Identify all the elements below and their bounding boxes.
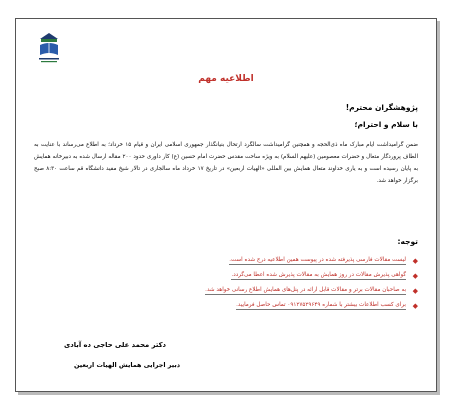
notice-title: اطلاعیه مهم xyxy=(198,74,254,84)
announcement-paragraph: ضمن گرامیداشت ایام مبارک ماه ذی‌الحجه و همچنین گرامیداشت سالگرد ارتحال بنیانگذار جمهوری اسلامی ایران و قیام ۱۵ خرداد؛ به اطلاع می‌رساند با عنایت به الطاف پروردگار متعال و حضرات معصومین (علیهم السلام) به ویژه ساحت مقدس حضرت امام حسین (ع) کار داوری حدود ۲۰۰ مقاله ارسال شده به دبیرخانه همایش به پایان رسیده است و به یاری خداوند متعال همایش بین المللی «الهیات اربعین» در تاریخ ۱۷ خرداد ماه سالجاری در تالار شیخ مفید دانشگاه قم ساعت ۸:۳۰ صبح برگزار خواهد شد. xyxy=(34,142,419,184)
greeting-salutation: با سلام و احترام؛ xyxy=(354,120,418,129)
bullet-icon: ◆ xyxy=(412,287,418,295)
bullet-icon: ◆ xyxy=(412,257,418,265)
list-item: ◆ گواهی پذیرش مقالات در روز همایش به مقالات پذیرش شده اعطا می‌گردد. xyxy=(231,272,418,280)
list-item: ◆ به صاحبان مقالات برتر و مقالات قابل ارائه در پنل‌های همایش اطلاع رسانی خواهد شد. xyxy=(205,287,418,295)
signature-role: دبیر اجرایی همایش الهیات اربعین xyxy=(74,361,181,369)
bullet-icon: ◆ xyxy=(412,272,418,280)
list-item: ◆ لیست مقالات فارسی پذیرفته شده در پیوست همین اطلاعیه درج شده است. xyxy=(229,257,418,265)
greeting-researchers: پژوهشگران محترم! xyxy=(345,103,418,112)
bullet-icon: ◆ xyxy=(412,302,418,310)
notes-heading: توجه: xyxy=(397,237,418,246)
conference-logo-icon xyxy=(36,31,62,67)
notes-list xyxy=(56,255,418,315)
list-item: ◆ برای کسب اطلاعات بیشتر با شماره ۰۹۱۲۷۵۲۹۶۴۹ تماس حاصل فرمایید. xyxy=(236,302,418,310)
notice-document xyxy=(15,18,437,392)
signature-name: دکتر محمد علی حاجی ده آبادی xyxy=(64,341,167,349)
